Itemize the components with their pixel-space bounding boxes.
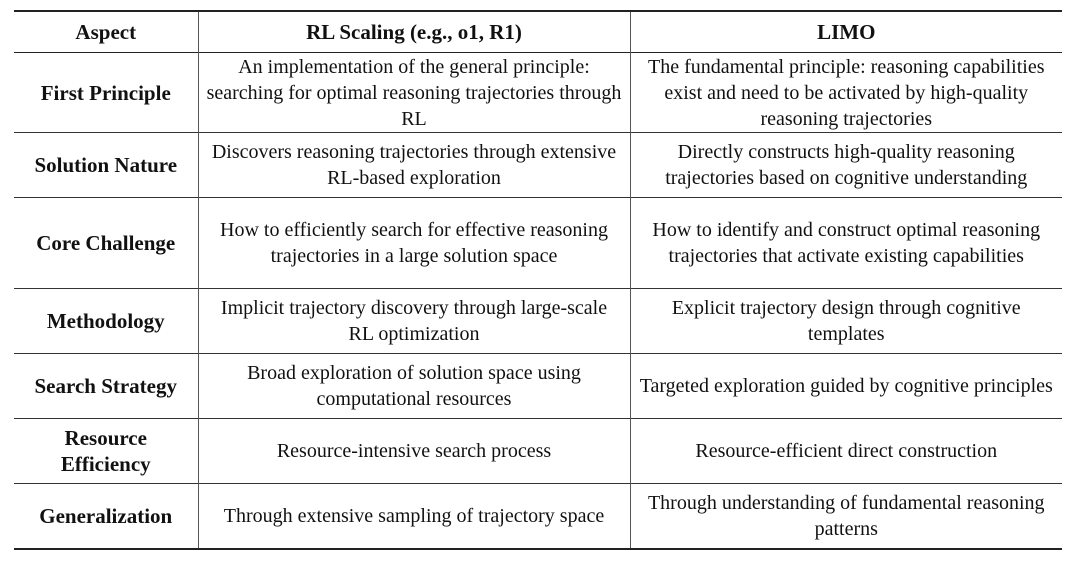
header-rl-scaling: RL Scaling (e.g., o1, R1) — [198, 11, 630, 53]
aspect-cell: First Principle — [40, 80, 171, 105]
rl-scaling-cell: Discovers reasoning trajectories through extensive RL-based exploration — [198, 133, 630, 198]
comparison-table — [14, 10, 1062, 550]
aspect-cell: Resource Efficiency — [60, 426, 151, 476]
table-row — [14, 133, 1062, 198]
rl-scaling-cell: An implementation of the general principle: searching for optimal reasoning trajectories through RL — [198, 53, 630, 133]
header-limo: LIMO — [630, 11, 1062, 53]
rl-scaling-cell: Broad exploration of solution space using computational resources — [198, 354, 630, 419]
limo-cell: Through understanding of fundamental reasoning patterns — [630, 484, 1062, 549]
table-row — [14, 198, 1062, 289]
header-aspect: Aspect — [75, 19, 137, 44]
aspect-cell: Methodology — [46, 309, 165, 333]
table-row — [14, 419, 1062, 484]
table-row — [14, 484, 1062, 549]
rl-scaling-cell: Resource-intensive search process — [198, 419, 630, 484]
limo-cell: The fundamental principle: reasoning capabilities exist and need to be activated by high-quality reasoning trajectories — [630, 53, 1062, 133]
rl-scaling-cell: Through extensive sampling of trajectory space — [198, 484, 630, 549]
rl-scaling-cell: How to efficiently search for effective reasoning trajectories in a large solution space — [198, 198, 630, 289]
limo-cell: How to identify and construct optimal reasoning trajectories that activate existing capabilities — [630, 198, 1062, 289]
header-row — [14, 11, 1062, 53]
aspect-cell: Search Strategy — [34, 374, 177, 398]
table-row — [14, 289, 1062, 354]
limo-cell: Directly constructs high-quality reasoning trajectories based on cognitive understanding — [630, 133, 1062, 198]
table-row — [14, 354, 1062, 419]
limo-cell: Targeted exploration guided by cognitive principles — [630, 354, 1062, 419]
aspect-cell: Solution Nature — [34, 153, 178, 177]
limo-cell: Explicit trajectory design through cognitive templates — [630, 289, 1062, 354]
rl-scaling-cell: Implicit trajectory discovery through large-scale RL optimization — [198, 289, 630, 354]
table-row — [14, 53, 1062, 133]
aspect-cell: Core Challenge — [36, 231, 176, 255]
limo-cell: Resource-efficient direct construction — [630, 419, 1062, 484]
comparison-table-container — [14, 10, 1062, 550]
aspect-cell: Generalization — [39, 503, 173, 528]
